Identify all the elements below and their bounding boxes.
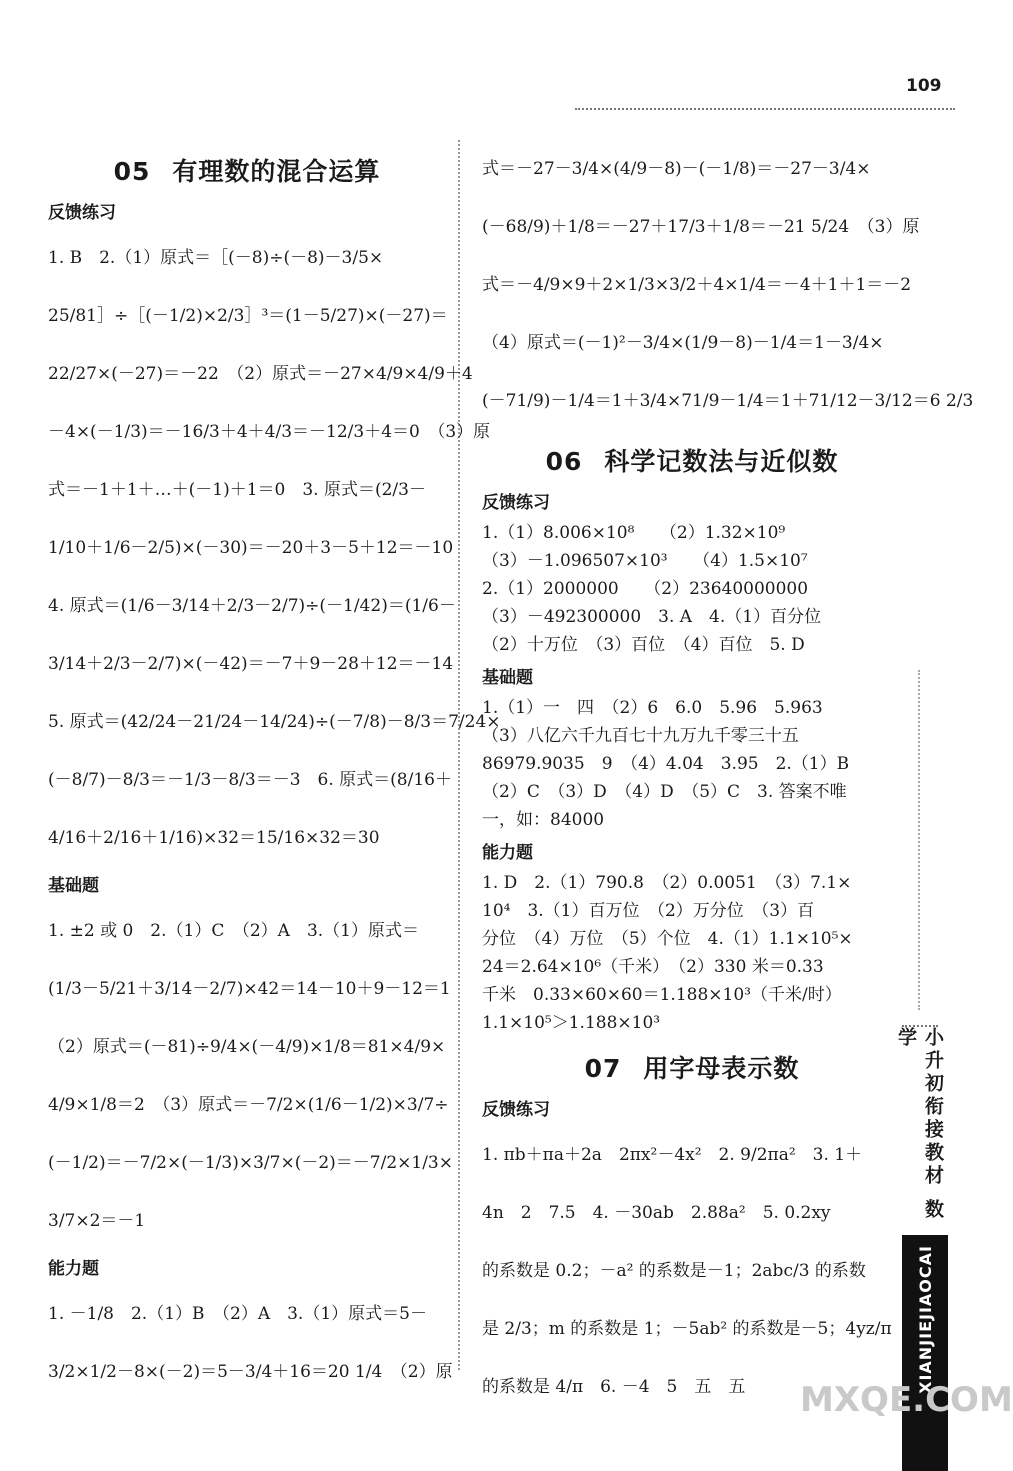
side-dotted-rule xyxy=(918,670,920,1010)
section-06-title xyxy=(482,442,902,478)
answer-line: 4/9×1/8＝2 （3）原式＝－7/2×(1/6－1/2)×3/7÷ xyxy=(48,1095,449,1115)
subhead-nengli: 能力题 xyxy=(482,843,533,863)
answer-line: (－8/7)－8/3＝－1/3－8/3＝－3 6. 原式＝(8/16＋ xyxy=(48,770,452,790)
side-band-latin: XIANJIEJIAOCAI xyxy=(915,1245,935,1394)
answer-line: (1/3－5/21＋3/14－2/7)×42＝14－10＋9－12＝1 xyxy=(48,979,451,999)
answer-line: 1. πb＋πa＋2a 2πx²－4x² 2. 9/2πa² 3. 1＋ xyxy=(482,1145,863,1165)
answer-line: (－71/9)－1/4＝1＋3/4×71/9－1/4＝1＋71/12－3/12＝6 2/3 xyxy=(482,391,974,411)
column-divider xyxy=(458,140,460,1370)
answer-line: 3/14＋2/3－2/7)×(－42)＝－7＋9－28＋12＝－14 xyxy=(48,654,454,674)
answer-line: 4n 2 7.5 4. －30ab 2.88a² 5. 0.2xy xyxy=(482,1203,831,1223)
answer-line: 24＝2.64×10⁶（千米） （2）330 米＝0.33 xyxy=(482,957,824,977)
answer-line: 2.（1）2000000 （2）23640000000 xyxy=(482,579,809,599)
answer-line: －4×(－1/3)＝－16/3＋4＋4/3＝－12/3＋4＝0 （3）原 xyxy=(48,422,491,442)
answer-line: 10⁴ 3.（1）百万位 （2）万分位 （3）百 xyxy=(482,901,815,921)
answer-line: 25/81］÷［(－1/2)×2/3］³＝(1－5/27)×(－27)＝ xyxy=(48,306,448,326)
answer-line: 1. D 2.（1）790.8 （2）0.0051 （3）7.1× xyxy=(482,873,852,893)
answer-line: 1/10＋1/6－2/5)×(－30)＝－20＋3－5＋12＝－10 xyxy=(48,538,454,558)
section-number: 06 xyxy=(545,447,583,476)
answer-line: （4）原式＝(－1)²－3/4×(1/9－8)－1/4＝1－3/4× xyxy=(482,333,884,353)
answer-line: 1. ±2 或 0 2.（1）C （2）A 3.（1）原式＝ xyxy=(48,921,419,941)
answer-line: (－1/2)＝－7/2×(－1/3)×3/7×(－2)＝－7/2×1/3× xyxy=(48,1153,453,1173)
subhead-nengli: 能力题 xyxy=(48,1259,99,1279)
watermark: MXQE.COM xyxy=(800,1380,1013,1420)
side-tab xyxy=(895,1025,944,1237)
answer-line: （3）－492300000 3. A 4.（1）百分位 xyxy=(482,607,822,627)
subhead-fankui: 反馈练习 xyxy=(48,203,116,223)
answer-line: （3）－1.096507×10³ （4）1.5×10⁷ xyxy=(482,551,808,571)
section-title-text: 用字母表示数 xyxy=(643,1054,800,1083)
answer-line: 1.1×10⁵＞1.188×10³ xyxy=(482,1013,661,1033)
section-title-text: 科学记数法与近似数 xyxy=(604,447,839,476)
answer-line: 1.（1）一 四 （2）6 6.0 5.96 5.963 xyxy=(482,698,823,718)
answer-line: 1.（1）8.006×10⁸ （2）1.32×10⁹ xyxy=(482,523,786,543)
section-number: 05 xyxy=(113,157,151,186)
answer-line: 的系数是 4/π 6. －4 5 五 五 xyxy=(482,1377,746,1397)
answer-line: 式＝－27－3/4×(4/9－8)－(－1/8)＝－27－3/4× xyxy=(482,159,871,179)
answer-line: 分位 （4）万位 （5）个位 4.（1）1.1×10⁵× xyxy=(482,929,853,949)
answer-line: （3）八亿六千九百七十九万九千零三十五 xyxy=(482,726,799,746)
left-column xyxy=(48,140,501,1401)
answer-line: 22/27×(－27)＝－22 （2）原式＝－27×4/9×4/9＋4 xyxy=(48,364,473,384)
answer-line: （2）原式＝(－81)÷9/4×(－4/9)×1/8＝81×4/9× xyxy=(48,1037,446,1057)
answer-line: 是 2/3；m 的系数是 1；－5ab² 的系数是－5；4yz/π xyxy=(482,1319,892,1339)
answer-line: 86979.9035 9 （4）4.04 3.95 2.（1）B xyxy=(482,754,850,774)
page-number: 109 xyxy=(906,76,942,96)
answer-line: 1. －1/8 2.（1）B （2）A 3.（1）原式＝5－ xyxy=(48,1304,427,1324)
answer-line: (－68/9)＋1/8＝－27＋17/3＋1/8＝－21 5/24 （3）原 xyxy=(482,217,920,237)
subhead-fankui: 反馈练习 xyxy=(482,1100,550,1120)
section-number: 07 xyxy=(584,1054,622,1083)
answer-line: 式＝－1＋1＋…＋(－1)＋1＝0 3. 原式＝(2/3－ xyxy=(48,480,426,500)
section-07-title xyxy=(482,1049,902,1085)
answer-line: 5. 原式＝(42/24－21/24－14/24)÷(－7/8)－8/3＝7/24× xyxy=(48,712,501,732)
answer-line: 4. 原式＝(1/6－3/14＋2/3－2/7)÷(－1/42)＝(1/6－ xyxy=(48,596,456,616)
subhead-fankui: 反馈练习 xyxy=(482,493,550,513)
answer-line: （2）十万位 （3）百位 （4）百位 5. D xyxy=(482,635,805,655)
answer-line: 3/7×2＝－1 xyxy=(48,1211,146,1231)
subhead-jichu: 基础题 xyxy=(482,668,533,688)
answer-line: 1. B 2.（1）原式＝［(－8)÷(－8)－3/5× xyxy=(48,248,384,268)
answer-line: 3/2×1/2－8×(－2)＝5－3/4＋16＝20 1/4 （2）原 xyxy=(48,1362,453,1382)
top-dotted-rule xyxy=(575,108,955,110)
answer-line: 的系数是 0.2；－a² 的系数是－1；2abc/3 的系数 xyxy=(482,1261,866,1281)
section-title-text: 有理数的混合运算 xyxy=(172,157,381,186)
section-05-title xyxy=(48,152,446,188)
subhead-jichu: 基础题 xyxy=(48,876,99,896)
answer-line: 式＝－4/9×9＋2×1/3×3/2＋4×1/4＝－4＋1＋1＝－2 xyxy=(482,275,912,295)
side-band xyxy=(902,1235,948,1471)
answer-line: （2）C （3）D （4）D （5）C 3. 答案不唯 xyxy=(482,782,847,802)
answer-line: 千米 0.33×60×60＝1.188×10³（千米/时） xyxy=(482,985,842,1005)
answer-line: 一，如：84000 xyxy=(482,810,605,830)
answer-line: 4/16＋2/16＋1/16)×32＝15/16×32＝30 xyxy=(48,828,380,848)
side-tab-title: 小升初衔接教材 数学 xyxy=(895,1027,944,1222)
